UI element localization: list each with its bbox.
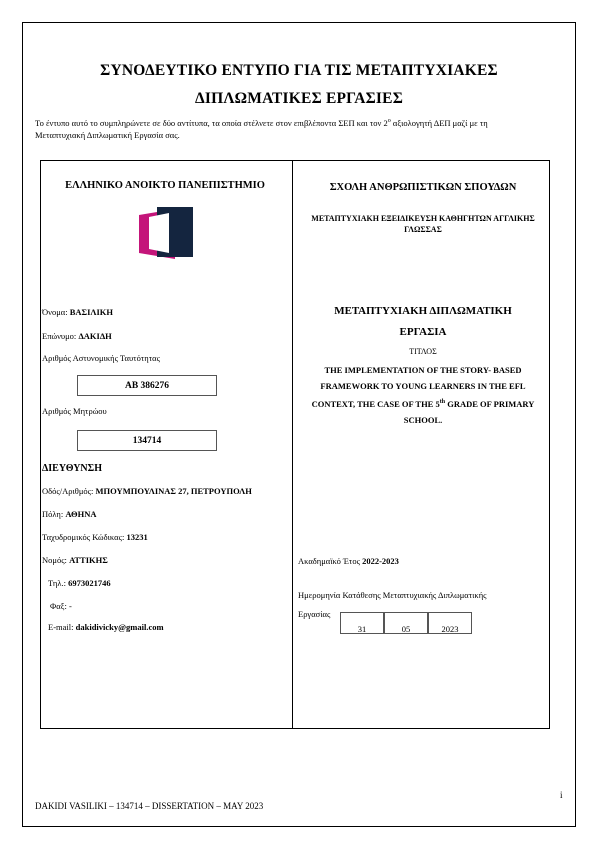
intro-superscript: ο	[387, 118, 391, 124]
last-name-label: Επώνυμο:	[42, 331, 79, 341]
school-name: ΣΧΟΛΗ ΑΝΘΡΩΠΙΣΤΙΚΩΝ ΣΠΟΥΔΩΝ	[329, 182, 517, 193]
column-divider	[292, 160, 293, 729]
university-name: ΕΛΛΗΝΙΚΟ ΑΝΟΙΚΤΟ ΠΑΝΕΠΙΣΤΗΜΙΟ	[65, 180, 265, 191]
fax-value: -	[68, 601, 72, 611]
street-label: Οδός/Αριθμός:	[42, 486, 96, 496]
title-label: ΤΙΤΛΟΣ	[409, 347, 437, 356]
id-label: Αριθμός Αστυνομικής Ταυτότητας	[42, 353, 160, 363]
thesis-title-text: THE IMPLEMENTATION OF THE STORY- BASED FRAMEWORK TO YOUNG LEARNERS IN THE EFL CONTEXT, THE CASE OF THE 5	[311, 365, 526, 409]
academic-year-row	[298, 556, 399, 566]
eap-logo-icon	[135, 203, 195, 263]
email-label: E-mail:	[48, 622, 76, 632]
phone-row	[48, 578, 111, 588]
city-value: ΑΘΗΝΑ	[65, 509, 97, 519]
city-row	[42, 509, 97, 519]
page-number: i	[560, 790, 563, 800]
street-value: ΜΠΟΥΜΠΟΥΛΙΝΑΣ 27, ΠΕΤΡΟΥΠΟΛΗ	[95, 486, 252, 496]
address-heading: ΔΙΕΥΘΥΝΣΗ	[42, 463, 102, 474]
thesis-heading-line2: ΕΡΓΑΣΙΑ	[399, 326, 447, 338]
first-name-value: ΒΑΣΙΛΙΚΗ	[69, 307, 114, 317]
street-row	[42, 486, 252, 496]
fax-label: Φαξ:	[50, 601, 69, 611]
submission-date-boxes	[340, 612, 472, 634]
fax-row	[50, 601, 72, 611]
postal-code-row	[42, 532, 148, 542]
phone-label: Τηλ.:	[48, 578, 69, 588]
program-name: ΜΕΤΑΠΤΥΧΙΑΚΗ ΕΞΕΙΔΙΚΕΥΣΗ ΚΑΘΗΓΗΤΩΝ ΑΓΓΛΙΚΗΣ ΓΛΩΣΣΑΣ	[311, 214, 535, 234]
footer-text: DAKIDI VASILIKI – 134714 – DISSERTATION – MAY 2023	[35, 801, 264, 811]
academic-year-value: 2022-2023	[362, 556, 399, 566]
submission-date-label-line2: Εργασίας	[298, 609, 331, 619]
email-row	[48, 622, 164, 632]
city-label: Πόλη:	[42, 509, 66, 519]
form-title-line1: ΣΥΝΟΔΕΥΤΙΚΟ ΕΝΤΥΠΟ ΓΙΑ ΤΙΣ ΜΕΤΑΠΤΥΧΙΑΚΕΣ	[100, 62, 498, 79]
last-name-value: ΔΑΚΙΔΗ	[78, 331, 112, 341]
first-name-label: Όνομα:	[42, 307, 70, 317]
submission-date-label: Ημερομηνία Κατάθεσης Μεταπτυχιακής Διπλωματικής	[298, 590, 487, 600]
academic-year-label: Ακαδημαϊκό Έτος	[298, 556, 363, 566]
thesis-title-text-end: GRADE OF PRIMARY SCHOOL.	[403, 398, 535, 425]
form-title-line2: ΔΙΠΛΩΜΑΤΙΚΕΣ ΕΡΓΑΣΙΕΣ	[194, 90, 404, 107]
date-day: 31	[340, 612, 384, 634]
first-name-row	[42, 307, 113, 317]
registry-label: Αριθμός Μητρώου	[42, 406, 107, 416]
id-number-box: AB 386276	[77, 375, 217, 396]
postal-code-label: Ταχυδρομικός Κώδικας:	[42, 532, 127, 542]
registry-number-box: 134714	[77, 430, 217, 451]
phone-value: 6973021746	[68, 578, 111, 588]
prefecture-row	[42, 555, 108, 565]
thesis-heading-line1: ΜΕΤΑΠΤΥΧΙΑΚΗ ΔΙΠΛΩΜΑΤΙΚΗ	[334, 305, 512, 317]
date-month: 05	[384, 612, 428, 634]
postal-code-value: 13231	[126, 532, 148, 542]
thesis-title	[298, 362, 548, 428]
date-year: 2023	[428, 612, 472, 634]
thesis-title-superscript: th	[439, 399, 446, 405]
prefecture-label: Νομός:	[42, 555, 70, 565]
prefecture-value: ΑΤΤΙΚΗΣ	[69, 555, 108, 565]
intro-line2: Μεταπτυχιακή Διπλωματική Εργασία σας.	[35, 129, 180, 140]
email-value: dakidivicky@gmail.com	[75, 622, 164, 632]
last-name-row	[42, 331, 112, 341]
intro-text	[35, 115, 565, 141]
intro-line1: Το έντυπο αυτό το συμπληρώνετε σε δύο αντίτυπα, τα οποία στέλνετε στον επιβλέποντα ΣΕΠ και τον 2	[35, 117, 388, 128]
intro-line1-end: αξιολογητή ΔΕΠ μαζί με τη	[390, 117, 488, 128]
